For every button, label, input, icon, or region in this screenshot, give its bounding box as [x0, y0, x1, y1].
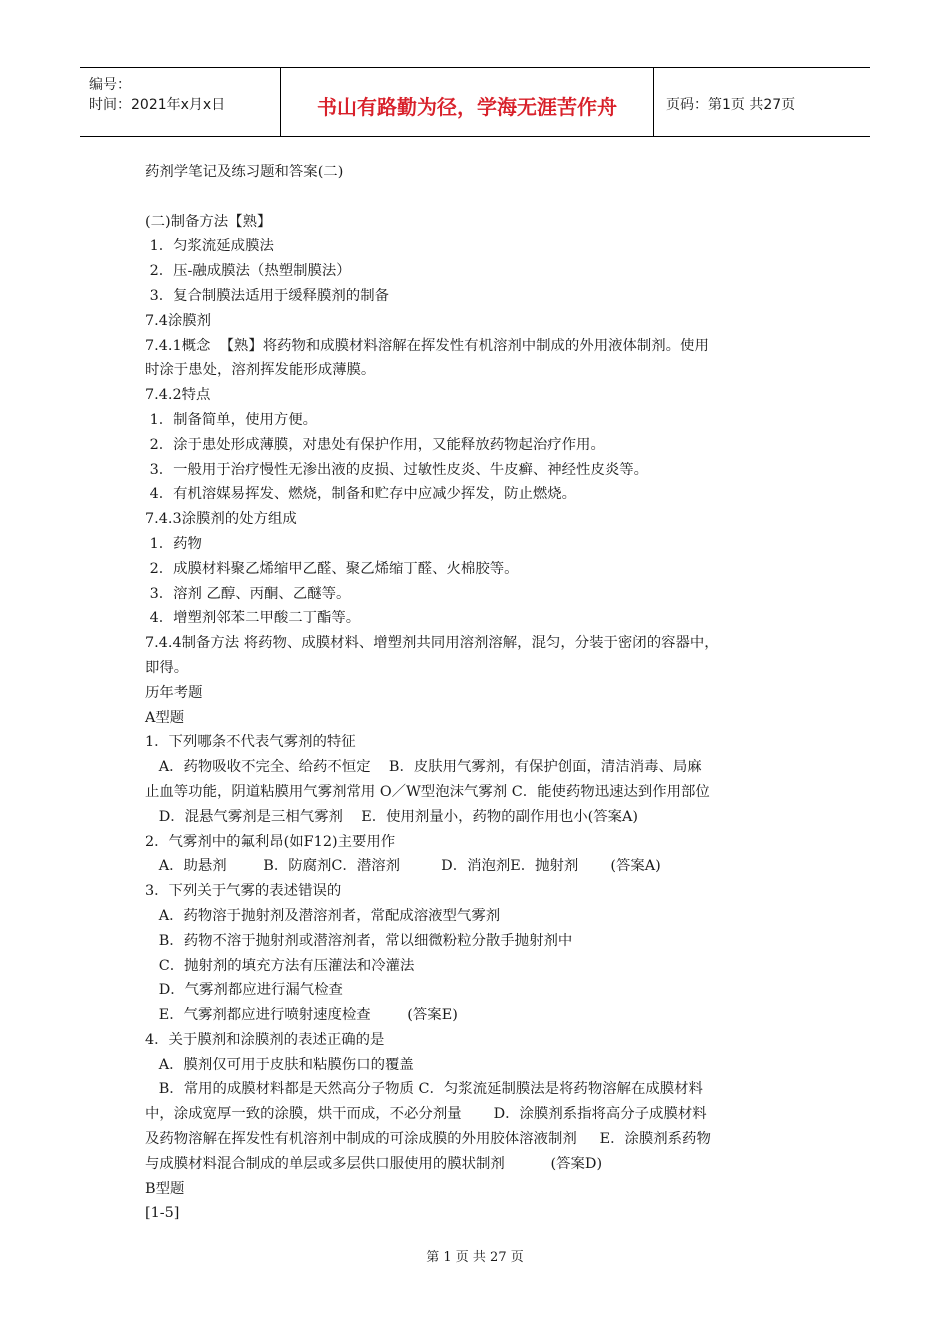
header-page-info: 页码：第1页 共27页	[666, 97, 796, 113]
body-line: (二)制备方法【熟】	[145, 213, 272, 230]
header-page-cell	[654, 68, 870, 136]
body-line: 7.4.3涂膜剂的处方组成	[145, 511, 297, 528]
body-line: 7.4涂膜剂	[145, 312, 212, 329]
body-line: 2．涂于患处形成薄膜，对患处有保护作用，又能释放药物起治疗作用。	[145, 436, 605, 453]
header-meta-cell	[80, 68, 281, 136]
body-line: 4．有机溶媒易挥发、燃烧，制备和贮存中应减少挥发，防止燃烧。	[145, 486, 577, 503]
body-line: 2．压-融成膜法（热塑制膜法）	[145, 263, 351, 280]
body-line: 1．药物	[145, 535, 202, 552]
body-line: B．常用的成膜材料都是天然高分子物质 C．匀浆流延制膜法是将药物溶解在成膜材料	[145, 1081, 703, 1098]
body-line: 1．制备简单，使用方便。	[145, 411, 318, 428]
body-line: 3．下列关于气雾的表述错误的	[145, 883, 342, 900]
body-line: 中，涂成宽厚一致的涂膜，烘干而成，不必分剂量 D．涂膜剂系指将高分子成膜材料	[145, 1106, 707, 1123]
page-footer: 第 1 页 共 27 页	[426, 1250, 524, 1265]
body-lines	[145, 210, 820, 1227]
body-line: 即得。	[145, 659, 189, 676]
body-line: A型题	[145, 709, 185, 726]
document-title: 药剂学笔记及练习题和答案(二)	[145, 164, 344, 180]
body-line: 历年考题	[145, 684, 203, 701]
body-line: A．助悬剂 B．防腐剂C．潜溶剂 D．消泡剂E．抛射剂 (答案A)	[145, 858, 661, 875]
document-body	[145, 160, 820, 1226]
body-line: 2．成膜材料聚乙烯缩甲乙醛、聚乙烯缩丁醛、火棉胶等。	[145, 560, 519, 577]
body-line: A．药物溶于抛射剂及潜溶剂者，常配成溶液型气雾剂	[145, 907, 501, 924]
body-line: 7.4.1概念 【熟】将药物和成膜材料溶解在挥发性有机溶剂中制成的外用液体制剂。使用	[145, 337, 709, 354]
body-line: 7.4.4制备方法 将药物、成膜材料、增塑剂共同用溶剂溶解，混匀，分装于密闭的容器中，	[145, 635, 719, 652]
body-line: 时涂于患处，溶剂挥发能形成薄膜。	[145, 362, 376, 379]
body-line: 2．气雾剂中的氟利昂(如F12)主要用作	[145, 833, 396, 850]
body-line: D．气雾剂都应进行漏气检查	[145, 982, 343, 999]
body-line: 1．下列哪条不代表气雾剂的特征	[145, 734, 356, 751]
page-header	[80, 67, 870, 137]
body-line: C．抛射剂的填充方法有压灌法和冷灌法	[145, 957, 415, 974]
body-line: 7.4.2特点	[145, 387, 211, 404]
body-line: 3．复合制膜法适用于缓释膜剂的制备	[145, 287, 389, 304]
body-line: 与成膜材料混合制成的单层或多层供口服使用的膜状制剂 (答案D)	[145, 1155, 603, 1172]
body-line: 1．匀浆流延成膜法	[145, 238, 274, 255]
body-line: [1-5]	[145, 1205, 180, 1222]
document-date: 时间：2021年x月x日	[89, 97, 226, 113]
body-line: 4．增塑剂邻苯二甲酸二丁酯等。	[145, 610, 361, 627]
body-line: 及药物溶解在挥发性有机溶剂中制成的可涂成膜的外用胶体溶液制剂 E．涂膜剂系药物	[145, 1131, 711, 1148]
body-line: A．药物吸收不完全、给药不恒定 B．皮肤用气雾剂，有保护创面，清洁消毒、局麻	[145, 759, 702, 776]
header-motto-cell	[281, 68, 654, 136]
body-line: E．气雾剂都应进行喷射速度检查 (答案E)	[145, 1007, 458, 1024]
document-number-label: 编号：	[89, 77, 131, 93]
body-line: B．药物不溶于抛射剂或潜溶剂者，常以细微粉粒分散手抛射剂中	[145, 932, 573, 949]
body-line: 止血等功能，阴道粘膜用气雾剂常用 O／W型泡沫气雾剂 C．能使药物迅速达到作用部位	[145, 783, 710, 800]
body-line: 4．关于膜剂和涂膜剂的表述正确的是	[145, 1031, 385, 1048]
body-line: 3．溶剂 乙醇、丙酮、乙醚等。	[145, 585, 351, 602]
body-line: D．混悬气雾剂是三相气雾剂 E．使用剂量小，药物的副作用也小(答案A)	[145, 808, 639, 825]
body-line: A．膜剂仅可用于皮肤和粘膜伤口的覆盖	[145, 1056, 414, 1073]
body-line: 3．一般用于治疗慢性无渗出液的皮损、过敏性皮炎、牛皮癣、神经性皮炎等。	[145, 461, 649, 478]
body-line: B型题	[145, 1180, 185, 1197]
header-motto: 书山有路勤为径，学海无涯苦作舟	[317, 95, 617, 119]
